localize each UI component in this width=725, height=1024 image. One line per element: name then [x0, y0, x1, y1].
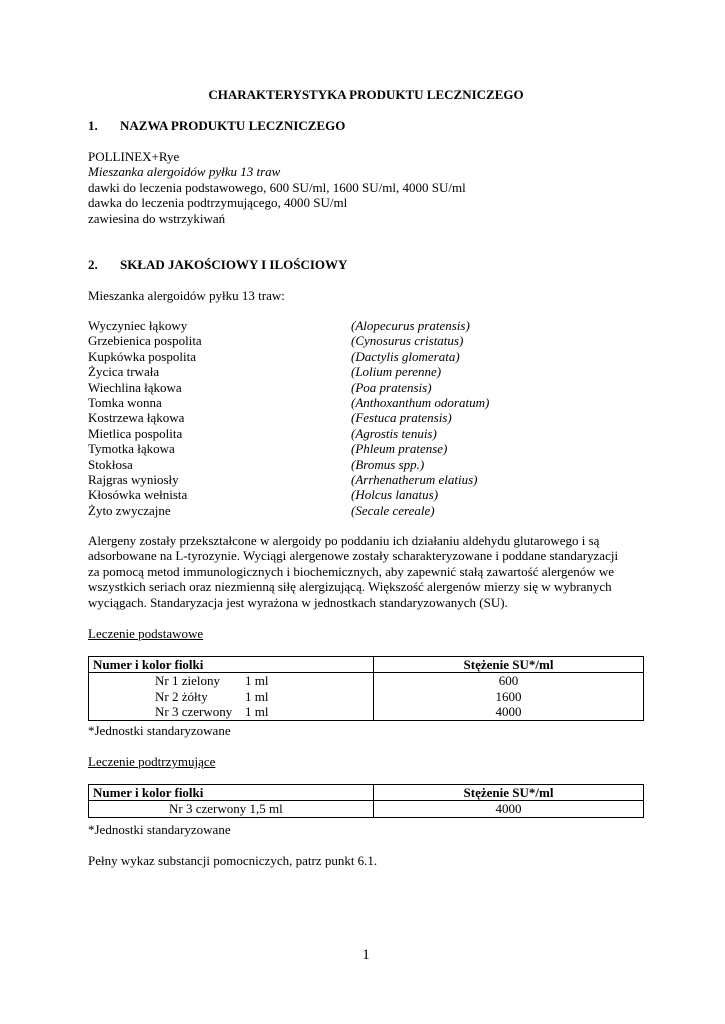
section-2-title: SKŁAD JAKOŚCIOWY I ILOŚCIOWY	[120, 257, 348, 272]
col-vial-header: Numer i kolor fiolki	[89, 657, 374, 673]
species-row	[88, 333, 644, 348]
species-common-name: Kostrzewa łąkowa	[88, 410, 185, 426]
species-latin-name: (Poa pratensis)	[351, 379, 432, 395]
vial-volume: 1 ml	[245, 704, 269, 720]
vial-cell	[89, 673, 374, 689]
species-row	[88, 318, 644, 333]
product-name: POLLINEX+Rye	[88, 149, 180, 164]
species-common-name: Życica trwała	[88, 364, 160, 380]
table-row	[89, 704, 644, 720]
basic-doses-line: dawki do leczenia podstawowego, 600 SU/ml, 1600 SU/ml, 4000 SU/ml	[88, 179, 466, 195]
concentration-cell: 600	[374, 673, 644, 689]
species-common-name: Stokłosa	[88, 456, 133, 472]
species-row	[88, 487, 644, 502]
page-number: 1	[362, 947, 370, 963]
col-vial-header: Numer i kolor fiolki	[89, 785, 374, 801]
section-1-number: 1.	[88, 118, 98, 133]
vial-name: Nr 1 zielony	[155, 673, 220, 689]
species-common-name: Rajgras wyniosły	[88, 471, 179, 487]
species-common-name: Wyczyniec łąkowy	[88, 318, 188, 333]
species-common-name: Mietlica pospolita	[88, 425, 183, 441]
maintenance-table-footnote: *Jednostki standaryzowane	[88, 822, 231, 837]
species-row	[88, 349, 644, 364]
vial-volume: 1 ml	[245, 688, 269, 704]
section-2-heading	[88, 257, 347, 272]
table-header-row	[89, 785, 644, 801]
species-row	[88, 457, 644, 472]
product-name-block	[88, 149, 644, 226]
product-description: Mieszanka alergoidów pyłku 13 traw	[88, 164, 281, 180]
species-common-name: Żyto zwyczajne	[88, 502, 171, 518]
vial-cell	[89, 801, 374, 817]
vial-name: Nr 3 czerwony 1,5 ml	[169, 801, 283, 817]
paragraph-line: Alergeny zostały przekształcone w alergoidy po poddaniu ich działaniu aldehydu glutarowego i są	[88, 533, 600, 548]
table-header-row	[89, 657, 644, 673]
species-latin-name: (Cynosurus cristatus)	[351, 333, 464, 349]
section-1-heading	[88, 118, 345, 133]
species-latin-name: (Arrhenatherum elatius)	[351, 471, 478, 487]
species-latin-name: (Secale cereale)	[351, 502, 435, 518]
concentration-cell: 1600	[374, 689, 644, 704]
basic-table-footnote: *Jednostki standaryzowane	[88, 723, 231, 738]
table-row	[89, 673, 644, 689]
maintenance-treatment-label: Leczenie podtrzymujące	[88, 754, 216, 769]
species-latin-name: (Anthoxanthum odoratum)	[351, 394, 490, 410]
species-latin-name: (Bromus spp.)	[351, 456, 425, 472]
dosage-form-line: zawiesina do wstrzykiwań	[88, 210, 226, 226]
document-title: CHARAKTERYSTYKA PRODUKTU LECZNICZEGO	[208, 87, 524, 102]
maintenance-dose-line: dawka do leczenia podtrzymującego, 4000 SU/ml	[88, 195, 348, 211]
section-1-title: NAZWA PRODUKTU LECZNICZEGO	[120, 118, 346, 133]
vial-volume: 1 ml	[245, 673, 269, 689]
basic-treatment-table	[88, 656, 644, 721]
species-latin-name: (Alopecurus pratensis)	[351, 318, 470, 333]
species-common-name: Kłosówka wełnista	[88, 487, 188, 503]
species-row	[88, 364, 644, 379]
species-latin-name: (Dactylis glomerata)	[351, 348, 460, 364]
species-common-name: Grzebienica pospolita	[88, 333, 202, 349]
species-latin-name: (Festuca pratensis)	[351, 410, 452, 426]
col-concentration-header: Stężenie SU*/ml	[374, 785, 644, 801]
species-row	[88, 395, 644, 410]
standardization-paragraph	[88, 533, 648, 610]
species-row	[88, 441, 644, 456]
species-row	[88, 410, 644, 425]
species-row	[88, 503, 644, 518]
species-row	[88, 472, 644, 487]
species-latin-name: (Lolium perenne)	[351, 364, 442, 380]
species-list	[88, 318, 644, 518]
table-row	[89, 689, 644, 704]
vial-name: Nr 2 żółty	[155, 688, 208, 704]
species-common-name: Kupkówka pospolita	[88, 348, 196, 364]
paragraph-line: za pomocą metod immunologicznych i biochemicznych, aby zapewnić stałą zawartość alergenów we	[88, 563, 615, 579]
paragraph-line: adsorbowane na L-tyrozynie. Wyciągi alergenowe zostały scharakteryzowane i poddane standaryzacji	[88, 548, 619, 564]
paragraph-line: wyciągach. Standaryzacja jest wyrażona w jednostkach standaryzowanych (SU).	[88, 594, 508, 610]
vial-name: Nr 3 czerwony	[155, 704, 233, 720]
paragraph-line: wszystkich seriach oraz niezmienną siłę alergizującą. Większość alergenów mierzy się w wybranych	[88, 579, 612, 595]
species-row	[88, 426, 644, 441]
concentration-cell: 4000	[374, 801, 644, 817]
species-latin-name: (Holcus lanatus)	[351, 487, 439, 503]
species-row	[88, 380, 644, 395]
concentration-cell: 4000	[374, 704, 644, 720]
species-latin-name: (Agrostis tenuis)	[351, 425, 437, 441]
table-row	[89, 801, 644, 817]
species-common-name: Tymotka łąkowa	[88, 441, 175, 457]
vial-cell	[89, 689, 374, 704]
section-2-number: 2.	[88, 257, 98, 272]
maintenance-treatment-table	[88, 784, 644, 818]
species-common-name: Tomka wonna	[88, 394, 162, 410]
vial-cell	[89, 704, 374, 720]
basic-treatment-label: Leczenie podstawowe	[88, 626, 204, 641]
excipients-reference: Pełny wykaz substancji pomocniczych, patrz punkt 6.1.	[88, 853, 378, 868]
species-common-name: Wiechlina łąkowa	[88, 379, 182, 395]
species-latin-name: (Phleum pratense)	[351, 441, 448, 457]
col-concentration-header: Stężenie SU*/ml	[374, 657, 644, 673]
composition-intro: Mieszanka alergoidów pyłku 13 traw:	[88, 288, 285, 303]
